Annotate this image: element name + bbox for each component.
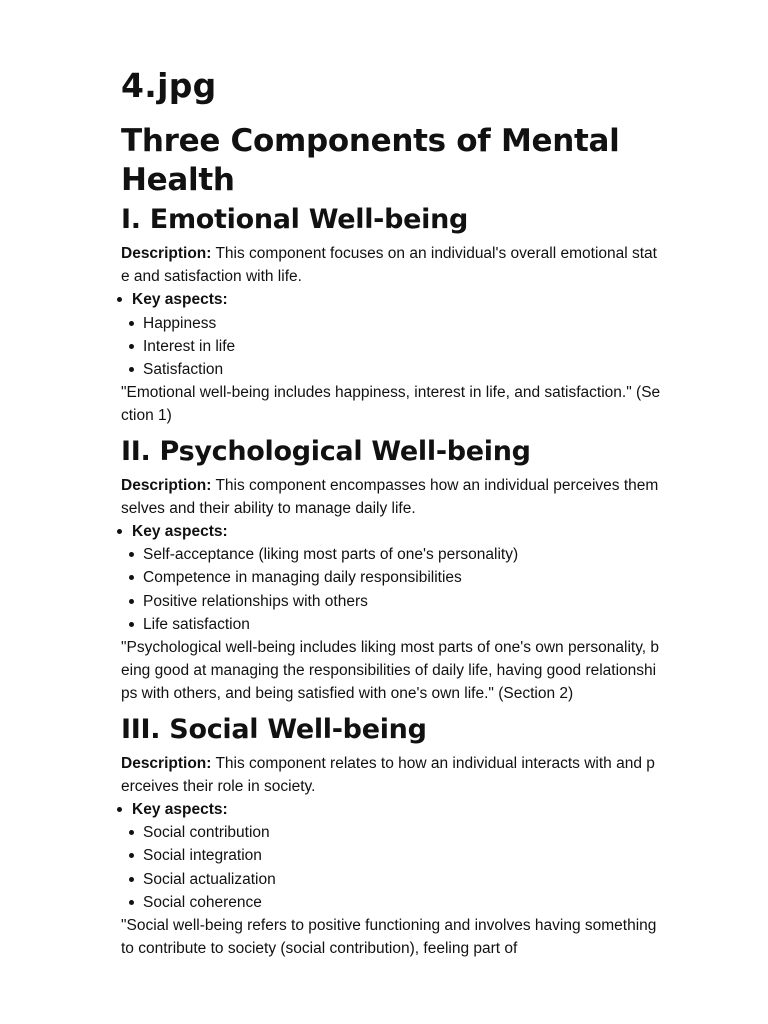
aspect-list [121, 821, 661, 914]
list-item: Self-acceptance (liking most parts of one's personality) [121, 543, 661, 566]
section-heading: III. Social Well-being [121, 713, 427, 745]
aspect-list [121, 543, 661, 636]
key-aspects-list [121, 288, 661, 311]
section-heading: II. Psychological Well-being [121, 435, 531, 467]
list-item: Positive relationships with others [121, 590, 661, 613]
description-text: This component encompasses how an individual perceives themselves and their ability to manage daily life. [121, 476, 659, 517]
document-page [121, 64, 661, 966]
list-item: Satisfaction [121, 358, 661, 381]
key-aspects-list [121, 520, 661, 543]
list-item: Life satisfaction [121, 613, 661, 636]
description-text: This component focuses on an individual's overall emotional state and satisfaction with life. [121, 245, 657, 286]
list-item: Interest in life [121, 335, 661, 358]
section-description [121, 752, 661, 798]
section-quote: "Psychological well-being includes liking most parts of one's own personality, being good at managing the responsibilities of daily life, having good relationships with others, and being satisfied with one's own life." (Section 2) [121, 639, 660, 703]
description-label: Description: [121, 245, 212, 262]
section-psychological-well-being [121, 434, 661, 706]
list-item: Social coherence [121, 891, 661, 914]
key-aspects-label: Key aspects: [121, 288, 661, 311]
list-item: Competence in managing daily responsibilities [121, 566, 661, 589]
description-label: Description: [121, 476, 212, 494]
list-item: Social actualization [121, 868, 661, 891]
file-title: 4.jpg [121, 66, 217, 105]
section-emotional-well-being [121, 202, 661, 428]
aspect-list [121, 312, 661, 382]
key-aspects-list [121, 798, 661, 821]
section-description [121, 242, 661, 288]
description-text: This component relates to how an individual interacts with and perceives their role in society. [121, 754, 655, 795]
key-aspects-label: Key aspects: [121, 520, 661, 543]
list-item: Social contribution [121, 821, 661, 844]
document-title: Three Components of Mental Health [121, 123, 620, 198]
section-quote: "Social well-being refers to positive functioning and involves having something to contribute to society (social contribution), feeling part of [121, 917, 657, 958]
list-item: Social integration [121, 844, 661, 867]
section-social-well-being [121, 712, 661, 961]
section-description [121, 474, 661, 520]
section-heading: I. Emotional Well-being [121, 204, 469, 235]
list-item: Happiness [121, 312, 661, 335]
description-label: Description: [121, 754, 212, 772]
section-quote: "Emotional well-being includes happiness, interest in life, and satisfaction." (Section 1) [121, 384, 661, 425]
key-aspects-label: Key aspects: [121, 798, 661, 821]
